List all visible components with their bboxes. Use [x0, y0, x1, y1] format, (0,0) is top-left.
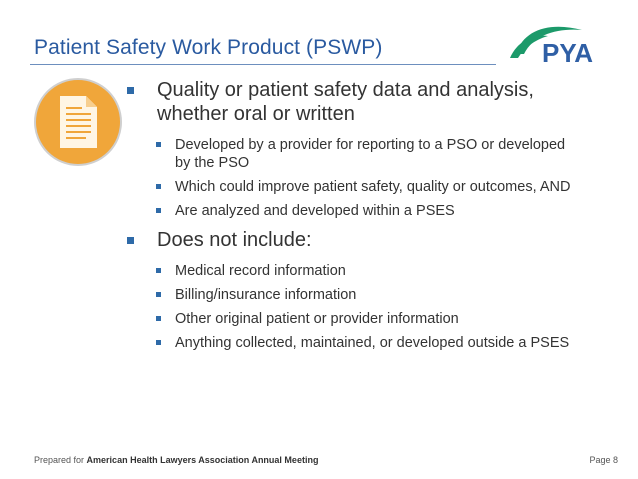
- bullet-text: Quality or patient safety data and analysis, whether oral or written: [157, 79, 534, 125]
- square-bullet-icon: [156, 316, 161, 321]
- sub-bullet-text: Developed by a provider for reporting to a PSO or developed by the PSO: [175, 137, 566, 171]
- square-bullet-icon: [156, 142, 161, 147]
- bullet-text: Does not include:: [157, 229, 312, 251]
- bullet-level1: [124, 78, 574, 126]
- bullet-level2: [124, 178, 574, 196]
- square-bullet-icon: [156, 184, 161, 189]
- square-bullet-icon: [156, 292, 161, 297]
- square-bullet-icon: [156, 208, 161, 213]
- page-number: Page 8: [589, 455, 618, 465]
- sub-bullet-text: Anything collected, maintained, or developed outside a PSES: [175, 335, 570, 351]
- bullet-level2: [124, 310, 574, 328]
- sub-bullet-text: Billing/insurance information: [175, 287, 357, 303]
- footer: [34, 455, 318, 465]
- footer-prefix: Prepared for: [34, 455, 85, 465]
- bullet-level2: [124, 262, 574, 280]
- square-bullet-icon: [156, 268, 161, 273]
- square-bullet-icon: [127, 237, 134, 244]
- bullet-level2: [124, 334, 574, 352]
- title-divider: [30, 64, 496, 65]
- footer-event: American Health Lawyers Association Annual Meeting: [86, 455, 319, 465]
- square-bullet-icon: [127, 87, 134, 94]
- sub-bullet-text: Which could improve patient safety, quality or outcomes, AND: [175, 179, 571, 195]
- document-icon: [32, 76, 124, 168]
- bullet-level1: [124, 228, 574, 252]
- logo-text: PYA: [542, 38, 594, 68]
- bullet-level2: [124, 136, 574, 172]
- bullet-level2: [124, 202, 574, 220]
- sub-bullet-text: Other original patient or provider information: [175, 311, 459, 327]
- sub-bullet-text: Medical record information: [175, 263, 346, 279]
- bullet-level2: [124, 286, 574, 304]
- sub-bullet-text: Are analyzed and developed within a PSES: [175, 203, 455, 219]
- square-bullet-icon: [156, 340, 161, 345]
- slide-content: [124, 78, 574, 352]
- slide-title: Patient Safety Work Product (PSWP): [34, 36, 383, 59]
- pya-logo: [502, 20, 620, 72]
